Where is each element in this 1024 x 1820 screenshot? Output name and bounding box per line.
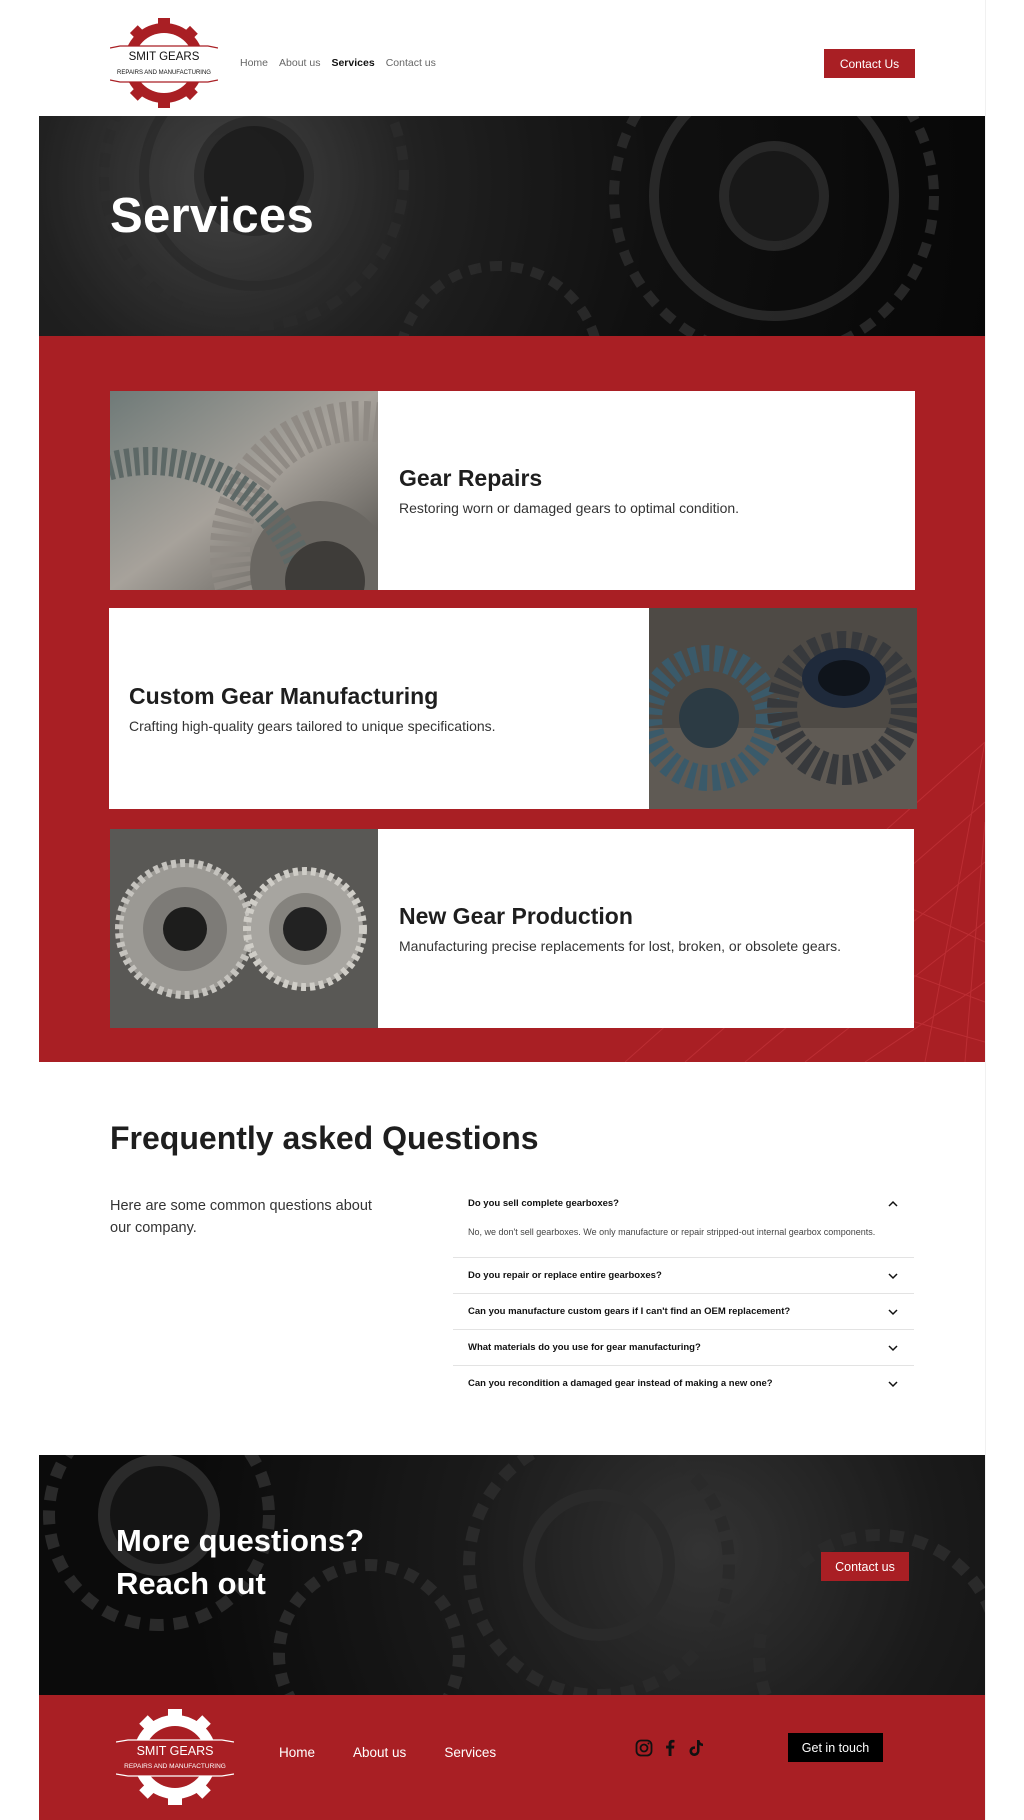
gear-repairs-image	[110, 391, 378, 590]
site-footer	[39, 1695, 985, 1820]
service-description: Crafting high-quality gears tailored to unique specifications.	[129, 718, 496, 734]
social-links	[634, 1738, 706, 1758]
main-nav	[240, 57, 436, 69]
chevron-down-icon[interactable]	[887, 1342, 899, 1354]
services-section	[39, 336, 985, 1062]
faq-item[interactable]	[453, 1186, 914, 1258]
faq-question: What materials do you use for gear manufacturing?	[468, 1342, 701, 1353]
faq-question: Do you sell complete gearboxes?	[468, 1198, 619, 1209]
footer-logo[interactable]	[116, 1709, 234, 1805]
footer-nav	[279, 1745, 534, 1760]
chevron-down-icon[interactable]	[887, 1378, 899, 1390]
new-gear-image	[110, 829, 378, 1028]
contact-us-button[interactable]: Contact Us	[824, 49, 915, 78]
footer-logo-title: SMIT GEARS	[136, 1744, 214, 1758]
page-margin-left	[0, 0, 39, 1820]
cta-contact-button[interactable]: Contact us	[821, 1552, 909, 1581]
footer-nav-services[interactable]: Services	[444, 1745, 497, 1760]
service-card-new-production[interactable]	[110, 829, 914, 1028]
contact-cta-banner	[39, 1455, 985, 1695]
service-card-custom-manufacturing[interactable]	[109, 608, 917, 809]
faq-item[interactable]	[453, 1294, 914, 1330]
faq-question: Can you manufacture custom gears if I can't find an OEM replacement?	[468, 1306, 791, 1317]
service-card-gear-repairs[interactable]	[110, 391, 915, 590]
get-in-touch-button[interactable]: Get in touch	[788, 1733, 883, 1762]
faq-item[interactable]	[453, 1330, 914, 1366]
page-margin-right	[985, 0, 1024, 1820]
service-title: New Gear Production	[399, 903, 633, 929]
chevron-up-icon[interactable]	[887, 1198, 899, 1210]
page-title: Services	[110, 189, 315, 243]
cta-line-1: More questions?	[116, 1523, 365, 1558]
service-description: Restoring worn or damaged gears to optimal condition.	[399, 500, 740, 516]
faq-accordion	[453, 1186, 914, 1401]
footer-nav-home[interactable]: Home	[279, 1745, 316, 1760]
logo-title: SMIT GEARS	[128, 51, 200, 63]
logo-subtitle: REPAIRS AND MANUFACTURING	[117, 70, 211, 76]
footer-nav-about[interactable]: About us	[353, 1745, 407, 1760]
service-title: Custom Gear Manufacturing	[129, 683, 439, 709]
faq-intro: Here are some common questions about our company.	[110, 1198, 372, 1236]
nav-contact[interactable]: Contact us	[385, 57, 436, 69]
nav-home[interactable]: Home	[240, 57, 269, 69]
site-header	[39, 0, 985, 116]
chevron-down-icon[interactable]	[887, 1270, 899, 1282]
instagram-icon[interactable]	[634, 1738, 654, 1758]
brand-logo[interactable]	[110, 18, 218, 108]
hero-banner	[39, 116, 985, 336]
service-description: Manufacturing precise replacements for lost, broken, or obsolete gears.	[399, 938, 842, 954]
faq-question: Can you recondition a damaged gear instead of making a new one?	[468, 1378, 773, 1389]
tiktok-icon[interactable]	[686, 1738, 706, 1758]
faq-answer: No, we don't sell gearboxes. We only manufacture or repair stripped-out internal gearbox components.	[468, 1227, 876, 1237]
chevron-down-icon[interactable]	[887, 1306, 899, 1318]
nav-services[interactable]: Services	[331, 57, 375, 69]
facebook-icon[interactable]	[660, 1738, 680, 1758]
cta-heading	[116, 1519, 416, 1605]
faq-title: Frequently asked Questions	[110, 1120, 539, 1156]
faq-question: Do you repair or replace entire gearboxes?	[468, 1270, 662, 1281]
cta-line-2: Reach out	[116, 1566, 266, 1601]
custom-gear-image	[649, 608, 917, 809]
nav-about[interactable]: About us	[279, 57, 321, 69]
service-title: Gear Repairs	[399, 465, 543, 491]
faq-item[interactable]	[453, 1366, 914, 1401]
faq-item[interactable]	[453, 1258, 914, 1294]
footer-logo-subtitle: REPAIRS AND MANUFACTURING	[124, 1763, 226, 1770]
